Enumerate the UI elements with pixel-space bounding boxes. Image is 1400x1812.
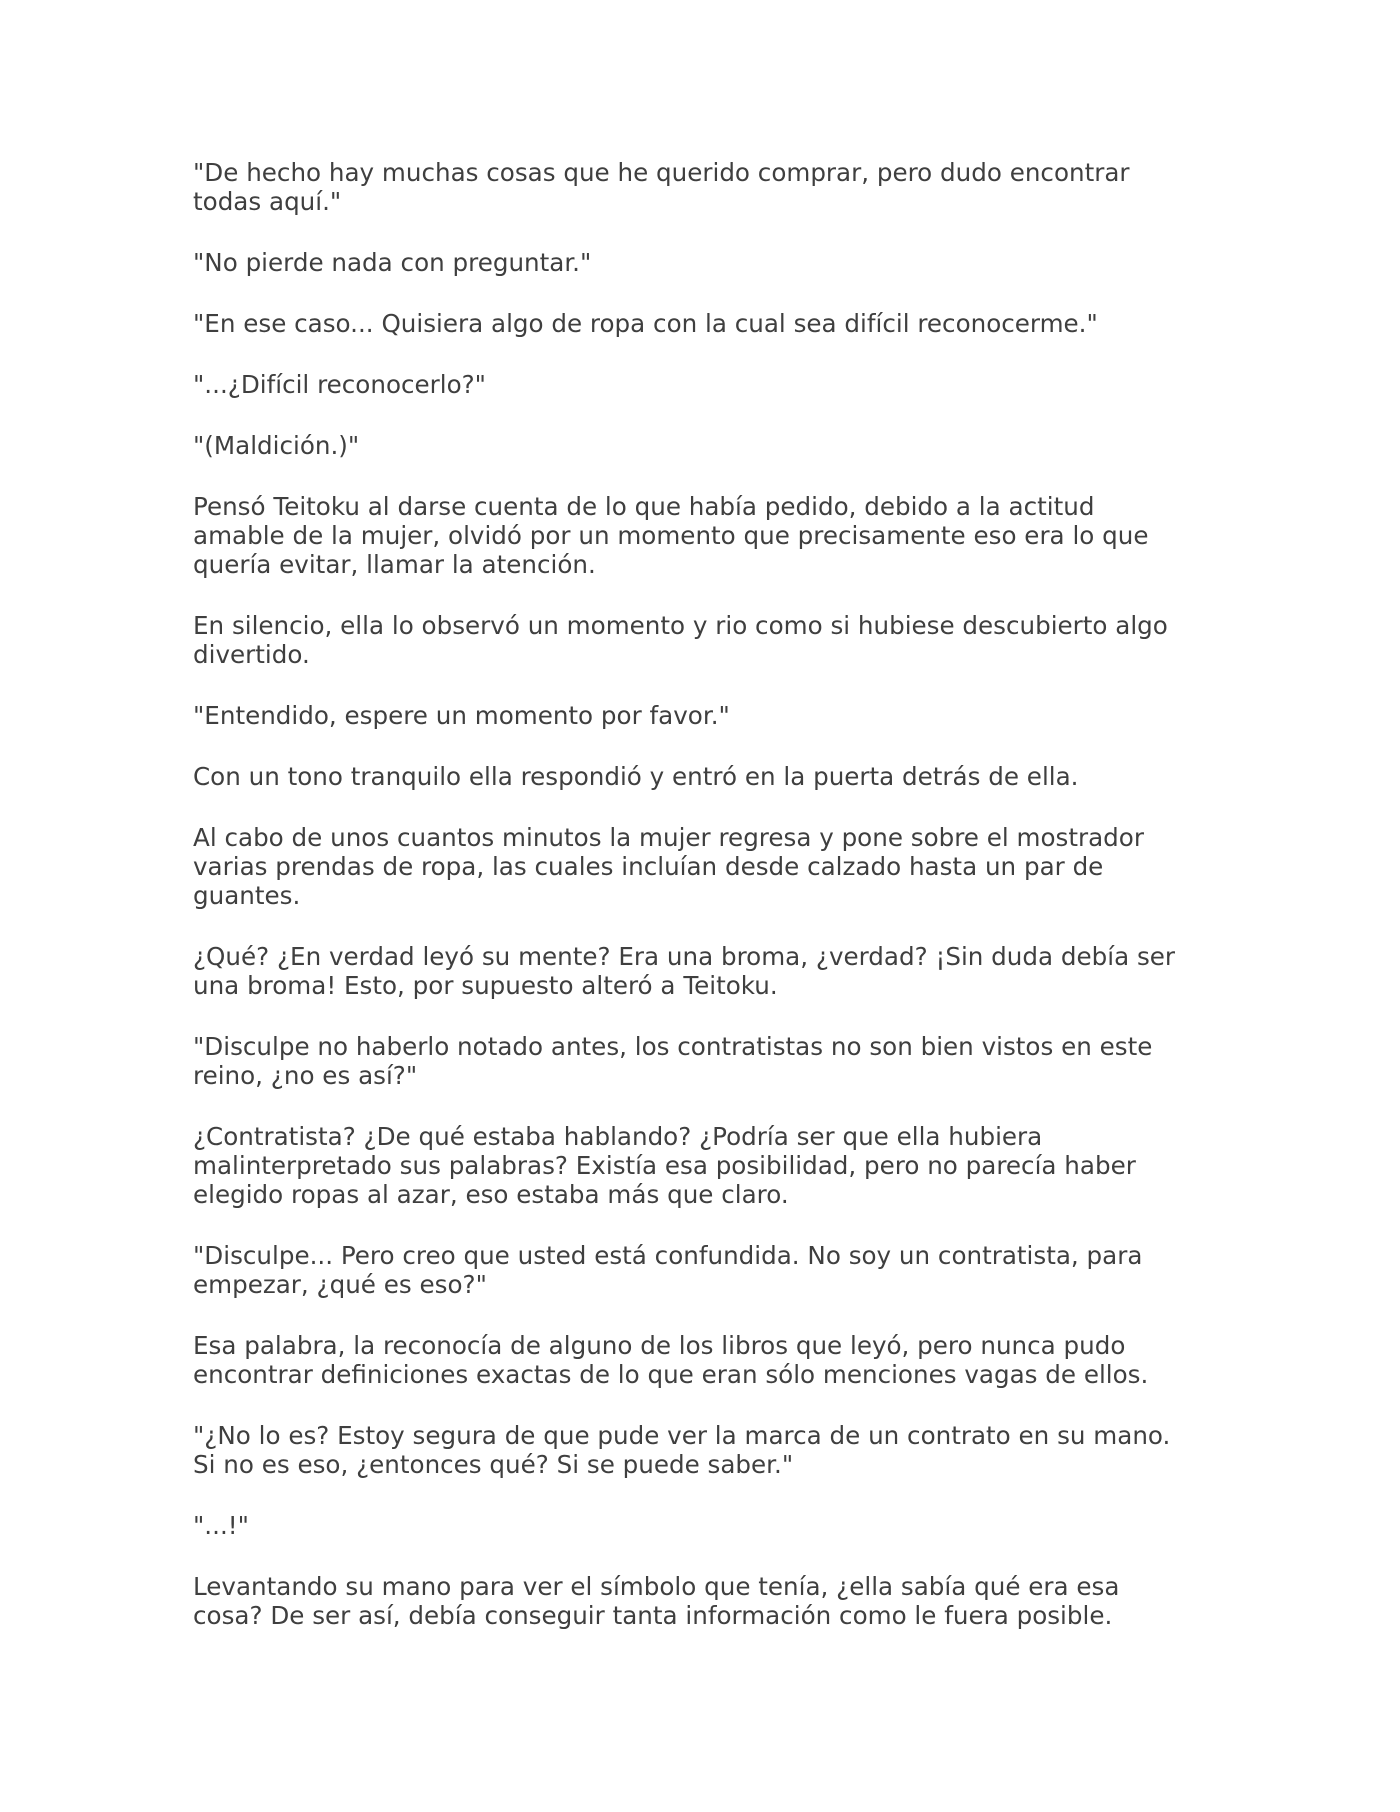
paragraph: Al cabo de unos cuantos minutos la mujer regresa y pone sobre el mostrador varias prendas de ropa, las cuales incluían desde calzado hasta un par de guantes. — [193, 823, 1144, 910]
paragraph: "En ese caso... Quisiera algo de ropa con la cual sea difícil reconocerme." — [193, 309, 1098, 338]
paragraph: "No pierde nada con preguntar." — [193, 248, 592, 277]
paragraph: Esa palabra, la reconocía de alguno de los libros que leyó, pero nunca pudo encontrar definiciones exactas de lo que eran sólo menciones vagas de ellos. — [193, 1331, 1149, 1389]
document-page — [193, 158, 1213, 1662]
paragraph: Pensó Teitoku al darse cuenta de lo que había pedido, debido a la actitud amable de la mujer, olvidó por un momento que precisamente eso era lo que quería evitar, llamar la atención. — [193, 492, 1149, 579]
paragraph: "Disculpe... Pero creo que usted está confundida. No soy un contratista, para empezar, ¿qué es eso?" — [193, 1241, 1143, 1299]
paragraph: "...!" — [193, 1511, 249, 1540]
paragraph: "Entendido, espere un momento por favor." — [193, 701, 730, 730]
paragraph: "Disculpe no haberlo notado antes, los contratistas no son bien vistos en este reino, ¿no es así?" — [193, 1032, 1153, 1090]
paragraph: Levantando su mano para ver el símbolo que tenía, ¿ella sabía qué era esa cosa? De ser así, debía conseguir tanta información como le fuera posible. — [193, 1572, 1120, 1630]
paragraph: ¿Qué? ¿En verdad leyó su mente? Era una broma, ¿verdad? ¡Sin duda debía ser una broma! Esto, por supuesto alteró a Teitoku. — [193, 942, 1176, 1000]
paragraph: En silencio, ella lo observó un momento y rio como si hubiese descubierto algo divertido. — [193, 611, 1168, 669]
paragraph: "De hecho hay muchas cosas que he querido comprar, pero dudo encontrar todas aquí." — [193, 158, 1130, 216]
paragraph: "(Maldición.)" — [193, 431, 360, 460]
paragraph: ¿Contratista? ¿De qué estaba hablando? ¿Podría ser que ella hubiera malinterpretado sus palabras? Existía esa posibilidad, pero no parecía haber elegido ropas al azar, eso estaba más que claro. — [193, 1122, 1136, 1209]
paragraph: Con un tono tranquilo ella respondió y entró en la puerta detrás de ella. — [193, 762, 1079, 791]
paragraph: "¿No lo es? Estoy segura de que pude ver la marca de un contrato en su mano. Si no es eso, ¿entonces qué? Si se puede saber." — [193, 1421, 1171, 1479]
paragraph: "...¿Difícil reconocerlo?" — [193, 370, 486, 399]
